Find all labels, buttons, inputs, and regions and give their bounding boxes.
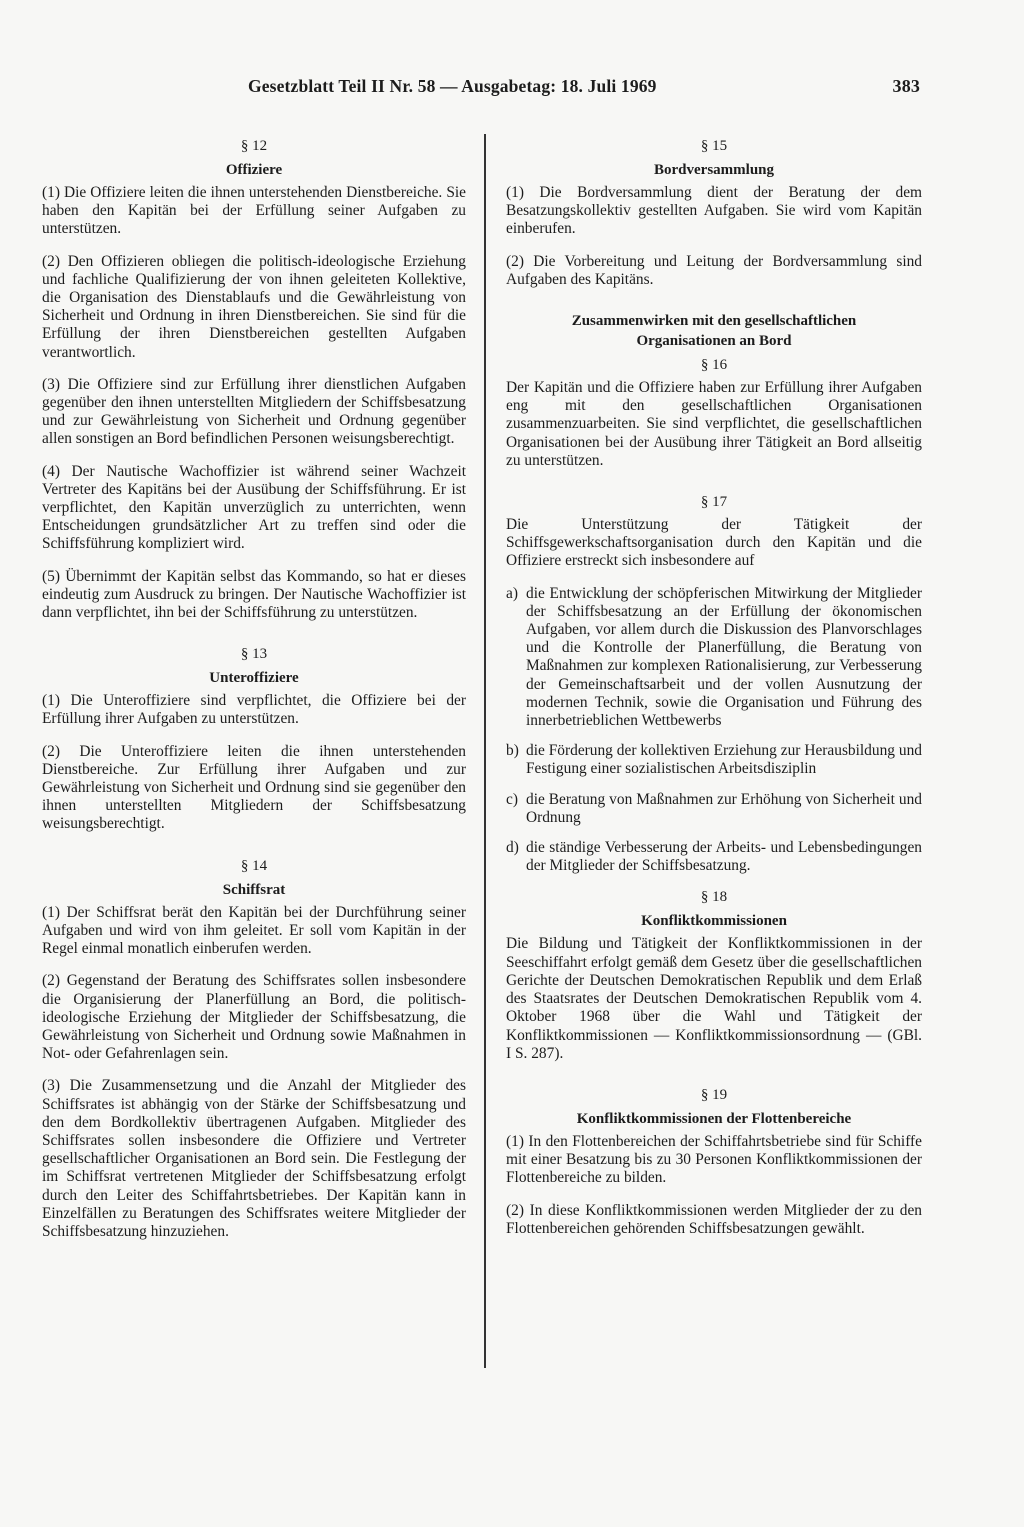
- section-number: § 18: [700, 889, 728, 906]
- paragraph: (2) Die Unteroffiziere leiten die ihnen unterstehenden Dienstbereiche. Zur Erfüllung ihrer Aufgaben und zur Gewährleistung von Sicherheit und Ordnung sind sie gegenüber den ihnen unterstellten Mitgliedern der Schiffsbesatzung weisungsberechtigt.: [42, 742, 466, 833]
- list-item-text: die ständige Verbesserung der Arbeits- und Lebensbedingungen der Mitglieder der Schiffsbesatzung.: [526, 839, 922, 875]
- page-header: [248, 76, 920, 102]
- section-heading: Unteroffiziere: [209, 670, 299, 687]
- paragraph: Der Kapitän und die Offiziere haben zur Erfüllung ihrer Aufgaben eng mit den gesellschaftlichen Organisationen zusammenzuarbeiten. Sie sind verpflichtet, die gesellschaftlichen Organisationen bei der Ausübung ihrer Tätigkeit an Bord allseitig zu unterstützen.: [506, 379, 922, 469]
- list-item-label: d): [506, 839, 519, 857]
- list-item: [506, 839, 922, 875]
- paragraph: (3) Die Zusammensetzung und die Anzahl der Mitglieder des Schiffsrates ist abhängig von der Stärke der Schiffsbesatzung und den dem Bordkollektiv übertragenen Aufgaben. Mitglieder des Schiffsrates sollen insbesondere die Offiziere und Vertreter gesellschaftlicher Organisationen an Bord sein. Die Festlegung der im Schiffsrat vertretenen Mitglieder der Schiffsbesatzung erfolgt durch den Leiter des Schiffahrtsbetriebes. Der Kapitän kann in Einzelfällen zu Beratungen des Schiffsrates weitere Mitglieder der Schiffsbesatzung hinzuziehen.: [42, 1077, 466, 1240]
- section-number: § 19: [700, 1086, 728, 1103]
- paragraph: (2) Den Offizieren obliegen die politisch-ideologische Erziehung und fachliche Qualifizierung der von ihnen geleiteten Kollektive, die Organisation des Dienstablaufs und die Gewährleistung von Sicherheit und Ordnung in ihren Dienstbereichen. Sie sind für die Erfüllung der ihren Dienstbereichen gestellten Aufgaben verantwortlich.: [42, 252, 466, 361]
- section-number: § 13: [240, 646, 268, 663]
- list-item: [506, 585, 922, 731]
- right-column: [506, 136, 922, 1252]
- paragraph: (1) Der Schiffsrat berät den Kapitän bei der Durchführung seiner Aufgaben und wird von ihm geleitet. Er soll vom Kapitän in der Regel einmal monatlich einberufen werden.: [42, 903, 466, 958]
- section-number: § 16: [700, 357, 728, 374]
- section-heading: Offiziere: [225, 162, 283, 178]
- list-item-label: b): [506, 742, 519, 760]
- paragraph: (2) In diese Konfliktkommissionen werden Mitglieder der zu den Flottenbereichen gehörenden Schiffsbesatzungen gewählt.: [506, 1201, 922, 1237]
- paragraph: (2) Gegenstand der Beratung des Schiffsrates sollen insbesondere die Organisierung der Planerfüllung an Bord, die politisch-ideologische Erziehung der Mitglieder der Schiffsbesatzung, die Gewährleistung von Sicherheit und Ordnung sowie Maßnahmen in Not- oder Gefahrenlagen sein.: [42, 972, 466, 1063]
- page-number: 383: [892, 76, 920, 96]
- list-item: [506, 742, 922, 778]
- group-heading-line-2: Organisationen an Bord: [636, 333, 792, 350]
- section-number: § 17: [700, 494, 728, 511]
- paragraph: Die Unterstützung der Tätigkeit der Schiffsgewerkschaftsorganisation durch den Kapitän und die Offiziere erstreckt sich insbesondere auf: [506, 516, 922, 570]
- list-item-label: a): [506, 584, 518, 602]
- column-divider: [484, 134, 486, 1368]
- section-number: § 15: [700, 138, 728, 154]
- section-heading: Konfliktkommissionen: [641, 913, 787, 930]
- header-title: Gesetzblatt Teil II Nr. 58 — Ausgabetag: 18. Juli 1969: [248, 76, 657, 96]
- section-number: § 14: [240, 857, 268, 874]
- list-item-text: die Entwicklung der schöpferischen Mitwirkung der Mitglieder der Schiffsbesatzung an der Erfüllung der ökonomischen Aufgaben, vor allem durch die Diskussion des Planvorschlages und die Kontrolle der Planerfüllung, die Beratung von Maßnahmen zur komplexen Rationalisierung, zur Verbesserung der Gemeinschaftsarbeit und der vollen Ausnutzung der modernen Technik, sowie die Organisation und Führung des innerbetrieblichen Wettbewerbs: [526, 584, 922, 730]
- paragraph: (1) Die Unteroffiziere sind verpflichtet, die Offiziere bei der Erfüllung ihrer Aufgaben zu unterstützen.: [42, 692, 466, 728]
- group-heading-line-1: Zusammenwirken mit den gesellschaftlichen: [571, 313, 857, 330]
- paragraph: (2) Die Vorbereitung und Leitung der Bordversammlung sind Aufgaben des Kapitäns.: [506, 252, 922, 288]
- paragraph: (5) Übernimmt der Kapitän selbst das Kommando, so hat er dieses eindeutig zum Ausdruck zu bringen. Der Nautische Wachoffizier ist dann verpflichtet, ihn bei der Schiffsführung zu unterstützen.: [42, 567, 466, 622]
- list-item: [506, 791, 922, 827]
- section-heading: Konfliktkommissionen der Flottenbereiche: [576, 1110, 852, 1127]
- list-item-text: die Beratung von Maßnahmen zur Erhöhung von Sicherheit und Ordnung: [526, 790, 922, 826]
- left-column: [42, 136, 466, 1255]
- paragraph: (3) Die Offiziere sind zur Erfüllung ihrer dienstlichen Aufgaben gegenüber den ihnen unterstellten Mitgliedern der Schiffsbesatzung und zur Gewährleistung von Sicherheit und Ordnung gegenüber allen sonstigen an Bord befindlichen Personen weisungsberechtigt.: [42, 375, 466, 448]
- paragraph: (1) Die Bordversammlung dient der Beratung der dem Besatzungskollektiv gestellten Aufgaben. Sie wird vom Kapitän einberufen.: [506, 184, 922, 238]
- paragraph: (4) Der Nautische Wachoffizier ist während seiner Wachzeit Vertreter des Kapitäns bei der Ausübung der Schiffsführung. Er ist verpflichtet, den Kapitän unverzüglich zu unterrichten, wenn Entscheidungen grundsätzlicher Art zu treffen sind oder die Schiffsführung kompliziert wird.: [42, 462, 466, 553]
- section-number: § 12: [240, 138, 268, 154]
- enumerated-list: [506, 585, 922, 876]
- section-heading: Schiffsrat: [222, 881, 286, 898]
- list-item-text: die Förderung der kollektiven Erziehung zur Herausbildung und Festigung einer sozialistischen Arbeitsdisziplin: [526, 742, 922, 778]
- paragraph: (1) Die Offiziere leiten die ihnen unterstehenden Dienstbereiche. Sie haben den Kapitän bei der Erfüllung seiner Aufgaben zu unterstützen.: [42, 184, 466, 238]
- list-item-label: c): [506, 790, 518, 808]
- paragraph: (1) In den Flottenbereichen der Schiffahrtsbetriebe sind für Schiffe mit einer Besatzung bis zu 30 Personen Konfliktkommissionen der Flottenbereiche zu bilden.: [506, 1132, 922, 1187]
- paragraph: Die Bildung und Tätigkeit der Konfliktkommissionen in der Seeschiffahrt erfolgt gemäß dem Gesetz über die gesellschaftlichen Gerichte der Deutschen Demokratischen Republik und dem Erlaß des Staatsrates der Deutschen Demokratischen Republik vom 4. Oktober 1968 über die Wahl und Tätigkeit der Konfliktkommissionen — Konfliktkommissionsordnung — (GBl. I S. 287).: [506, 935, 922, 1062]
- section-heading: Bordversammlung: [654, 162, 774, 178]
